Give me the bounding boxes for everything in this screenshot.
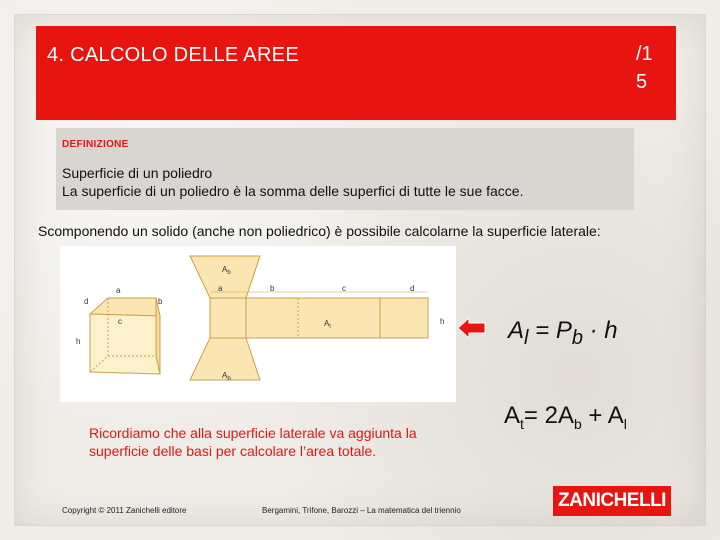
label-ab-top: $A_b$ [222,265,231,276]
label-ab-bottom: $A_b$ [222,371,231,382]
slide-title: 4. CALCOLO DELLE AREE [47,44,299,66]
footer-copyright: Copyright © 2011 Zanichelli editore [62,506,187,515]
prism-3d [90,298,160,374]
label-h-net: h [440,317,445,326]
lateral-area-formula: $A_l = P_b \cdot h$ [508,317,618,349]
arrow-left-icon [458,318,486,338]
total-area-formula: $A_t= 2A_b + A_l$ [504,402,627,432]
label-b-prism: b [158,297,163,306]
lateral-faces [210,298,428,338]
prism-net-diagram [60,246,456,402]
intro-text: Scomponendo un solido (anche non poliedrico) è possibile calcolarne la superficie laterale: [38,223,601,239]
label-a-prism: a [116,286,121,295]
label-al-net: $A_l$ [324,319,331,330]
zanichelli-logo: ZANICHELLI [553,486,671,516]
label-a-net: a [218,284,223,293]
slide-number: /1 5 [636,43,653,93]
prism-net-figure [60,246,456,402]
label-c-net: c [342,284,346,293]
definition-label: DEFINIZIONE [62,139,129,150]
label-d-net: d [410,284,415,293]
definition-heading: Superficie di un poliedro [62,165,213,181]
definition-text: La superficie di un poliedro è la somma delle superfici di tutte le sue facce. [62,183,524,199]
label-c-prism: c [118,317,122,326]
label-b-net: b [270,284,275,293]
label-d-prism: d [84,297,89,306]
label-h-prism: h [76,337,81,346]
title-band [36,26,676,120]
footer-authors: Bergamini, Trifone, Barozzi – La matematica del triennio [262,506,461,515]
total-area-note: Ricordiamo che alla superficie laterale va aggiunta la superficie delle basi per calcolare l’area totale. [89,425,417,459]
